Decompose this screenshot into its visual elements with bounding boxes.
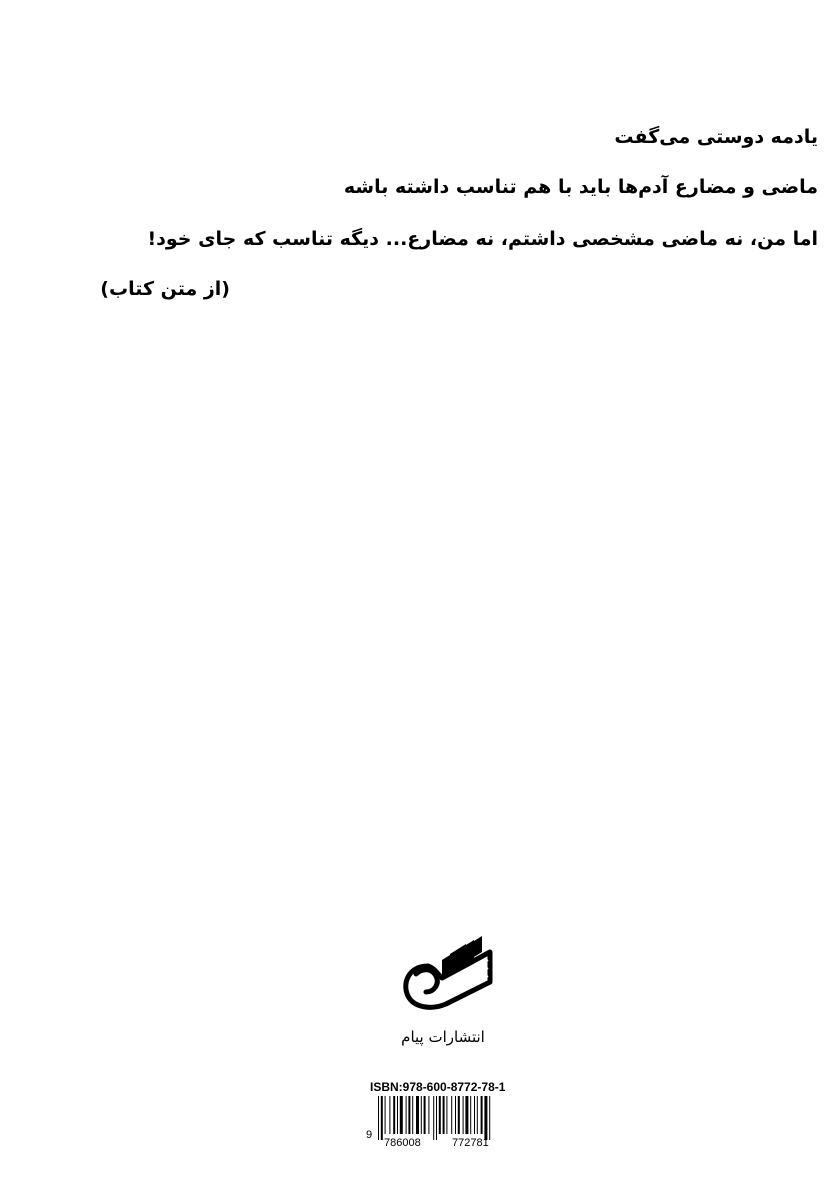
barcode-bar (412, 1096, 413, 1134)
publisher-logo-icon (398, 932, 494, 1012)
quote-source: (از متن کتاب) (100, 278, 230, 300)
barcode-bar (433, 1096, 434, 1140)
barcode-bars (376, 1096, 518, 1140)
barcode-bar (470, 1096, 471, 1134)
barcode-bar (439, 1096, 441, 1134)
barcode-bar (474, 1096, 475, 1134)
barcode-bar (408, 1096, 410, 1134)
barcode-bar (481, 1096, 483, 1134)
publisher-name: انتشارات پیام (401, 1028, 485, 1046)
quote-line-3: اما من، نه ماضی مشخصی داشتم، نه مضارع... دیگه تناسب که جای خود! (147, 228, 818, 250)
barcode-lead-digit: 9 (366, 1129, 373, 1141)
barcode-bar (393, 1096, 395, 1134)
barcode-bar (463, 1096, 464, 1134)
barcode-bar (416, 1096, 419, 1134)
barcode-bar (389, 1096, 390, 1134)
barcode-bar (378, 1096, 379, 1140)
isbn-barcode (364, 1080, 534, 1160)
barcode-left-digits: 786008 (384, 1137, 421, 1149)
barcode-bar (477, 1096, 478, 1134)
barcode-bar (489, 1096, 490, 1140)
barcode-bar (400, 1096, 403, 1134)
barcode-bar (458, 1096, 460, 1134)
barcode-bar (406, 1096, 407, 1134)
barcode-right-digits: 772781 (452, 1137, 489, 1149)
barcode-bar (465, 1096, 468, 1134)
barcode-bar (446, 1096, 447, 1134)
barcode-bar (397, 1096, 398, 1134)
barcode-bar (455, 1096, 456, 1134)
quote-line-1: یادمه دوستی می‌گفت (614, 126, 818, 148)
barcode-bar (385, 1096, 386, 1134)
barcode-bar (428, 1096, 429, 1134)
barcode-bar (451, 1096, 452, 1134)
barcode-bar (484, 1096, 487, 1140)
barcode-bar (421, 1096, 422, 1134)
barcode-bar (381, 1096, 383, 1140)
barcode-bar (424, 1096, 426, 1134)
quote-line-2: ماضی و مضارع آدم‌ها باید با هم تناسب داشته باشه (343, 176, 818, 198)
barcode-bar (443, 1096, 445, 1134)
isbn-label: ISBN:978-600-8772-78-1 (370, 1080, 506, 1094)
barcode-bar (436, 1096, 437, 1140)
